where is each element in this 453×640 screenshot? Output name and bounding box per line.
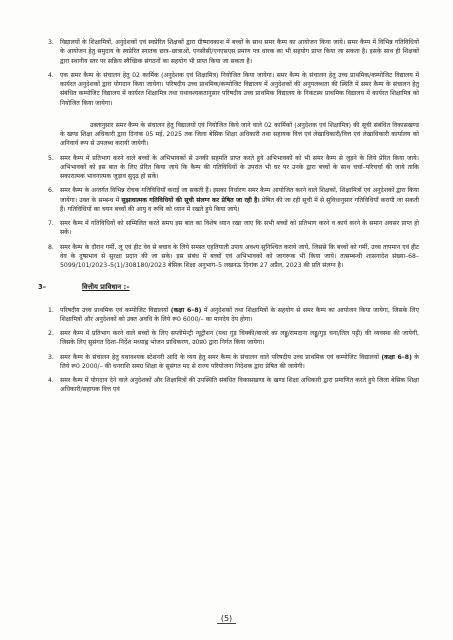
section-heading	[38, 283, 419, 292]
list-item	[38, 154, 419, 182]
item-number: 3.	[48, 39, 54, 46]
list-item	[38, 219, 419, 238]
body-paragraph: उक्तानुसार समर कैम्प के संचालन हेतु विद्यालयों एवं नियोजित किये जाने वाले 02 कार्मिकों (अनुदेशक एवं शिक्षामित्र) की सूची संबंधित विकासखण्ड के खण्ड शिक्षा अधिकारी द्वारा दिनांक 05 मई, 2025 तक जिला बेसिक शिक्षा अधिकारी तथा सहायक वित्त एवं लेखाधिकारी/वित्त एवं लेखाधिकारी कार्यालय को अनिवार्य रूप से उपलब्ध करायी जायेगी।	[60, 121, 419, 148]
item-text: एक समर कैम्प के संचालन हेतु 02 कार्मिक (अनुदेशक एवं शिक्षामित्र) नियोजित किया जायेगा। समर कैम्प के संचालन हेतु उच्च प्राथमिक/कम्पोजिट विद्यालय में कार्यरत अनुदेशकों द्वारा योगदान किया जायेगा। परिषदीय उच्च प्राथमिक/कम्पोजिट विद्यालय में अनुदेशकों की अनुपलब्धता की स्थिति में समर कैम्प के संचालन हेतु संबंधित कम्पोजिट विद्यालय में कार्यरत शिक्षामित्र तथा यथावश्यकतानुसार परिषदीय उच्च प्राथमिक विद्यालय के निकटस्थ प्राथमिक विद्यालय में कार्यरत शिक्षामित्र को नियोजित किया जायेगा।	[60, 71, 419, 107]
list-item	[38, 243, 419, 271]
item-number: 1.	[48, 306, 54, 314]
item-text: समर कैम्प में प्रतिभाग करने वाले बच्चों के अभिभावकों से उनकी सहमति प्राप्त करते हुये अभिभावकों को भी समर कैम्प से जुड़ने के लिये प्रेरित किया जाये। अभिभावकों को इस बात के लिए प्रेरित किया जाये कि कैम्प की गतिविधियों के उपरांत भी घर पर उनके द्वारा बच्चों के साथ चर्चा–परिचर्चा की जाये ताकि सकारात्मक भावनात्मक जुड़ाव सुदृढ़ हो सकें।	[60, 154, 419, 180]
list-item	[38, 186, 419, 214]
list-item	[38, 38, 419, 66]
item-text: समर कैम्प में योगदान देने वाले अनुदेशकों और शिक्षामित्रों की उपस्थिति संबंधित विकासखण्ड के खण्ड शिक्षा अधिकारी द्वारा प्रमाणित करते हुये जिला बेसिक शिक्षा अधिकारी/सहायक वित्त एवं	[60, 377, 419, 394]
list-item	[38, 353, 419, 372]
item-text	[60, 306, 419, 325]
item-text-part: प्रेषित की जा रही सूची में से सुविधानुसार गतिविधियाँ करायी जा सकती हैं। गतिविधियों का चयन बच्चों की आयु व रूचि को ध्यान में रखते हुये किया जाये।	[60, 196, 420, 213]
list-item	[38, 376, 419, 395]
item-number: 4.	[48, 377, 54, 384]
class-range: (कक्षा 6–8)	[170, 306, 202, 314]
item-number: 8.	[48, 243, 54, 251]
item-text-part: परिषदीय उच्च प्राथमिक एवं कम्पोजिट विद्यालयों	[60, 306, 171, 314]
section-title: वित्तीय प्राविधान :–	[82, 283, 130, 292]
item-number: 7.	[48, 220, 54, 227]
item-text-part: समर कैम्प के संचालन हेतु यथावश्यक स्टेशनरी आदि के व्यय हेतु समर कैम्प के संचालन वाले परिषदीय उच्च प्राथमिक एवं कम्पोजिट विद्यालयों	[60, 353, 382, 361]
item-text-part: के लिये रू0 2000/– की धनराशि समग्र शिक्षा के सुसंगत मद से राज्य परियोजना निदेशक द्वारा प्रेषित की जायेगी।	[60, 353, 419, 370]
item-text	[60, 186, 419, 214]
item-text-part: समर कैम्प के अन्तर्गत विभिन्न रोचक गतिविधियाँ कराई जा सकती हैं। इसका निर्धारण समर कैम्प आयोजित करने वाले शिक्षकों, शिक्षामित्रों एवं अनुदेशकों द्वारा किया जायेगा। उक्त के सम्बन्ध में	[60, 187, 419, 204]
page-footer	[0, 614, 453, 623]
item-number: 2.	[48, 330, 54, 337]
list-item	[38, 71, 419, 108]
page-number: (5)	[217, 614, 236, 624]
item-number: 5.	[48, 154, 54, 162]
class-range: (कक्षा 6–8)	[381, 353, 412, 361]
activity-list-notice: सुझावात्मक गतिविधियों की सूची संलग्न कर प्रेषित जा रही है।	[121, 196, 260, 204]
list-item	[38, 306, 419, 325]
item-number: 4.	[48, 71, 54, 79]
item-text: विद्यालयों के शिक्षामित्रों, अनुदेशकों एवं स्वप्रेरित शिक्षकों द्वारा ग्रीष्मावकाश में बच्चों के साथ समर कैम्प का आयोजन किया जाये। समर कैम्प में विभिन्न गतिविधियों के आयोजन हेतु समुदाय के स्वप्रेरित स्नातक छात्र–छात्राओं, एनसीसी/एनएसएस प्रमाण पत्र धारक का भी सहयोग प्राप्त किया जा सकता है। इसके साथ ही शिक्षकों द्वारा स्थानीय स्तर पर सक्रिय स्वैच्छिक संगठनों का सहयोग भी प्राप्त किया जा सकता है।	[60, 39, 419, 65]
item-number: 6.	[48, 187, 54, 195]
item-number: 3.	[48, 353, 54, 361]
section-number: 3–	[38, 283, 47, 292]
item-text-part: में अनुदेशकों तथा शिक्षामित्रों के सहयोग से समर कैम्प का आयोजन किया जायेगा, जिसके लिए शिक्षामित्रों और अनुदेशकों को उक्त अवधि के लिये रू0 6000/– का मानदेय देय होगा।	[60, 306, 419, 323]
item-text: समर कैम्प के दौरान गर्मी, लू एवं हीट वेव से बचाव के लिये समस्त एहतियाती उपाय अवश्य सुनिश्चित कराये जायें, जिससे कि बच्चों को गर्मी, उच्च तापमान एवं हीट वेव के दुष्प्रभाव से सुरक्षा प्रदान की जा सके। इस संबंध में बच्चों एवं अभिभावकों को जागरूक भी किया जाये। तत्सम्बन्धी शासनादेश संख्या–68–5099/101/2023–5(1)/308180/2023 बेसिक शिक्षा अनुभाग–5 लखनऊ दिनांक 27 अप्रैल, 2023 की प्रति संलग्न है।	[60, 243, 419, 269]
item-text: समर कैम्प में प्रतिभाग करने वाले बच्चों के लिए सप्लीमेन्ट्री न्यूट्रीशन (यथा गुड़ चिक्की/बाजरे का लड्डू/रामदाना लड्डू/गुड़ चना/तिल पट्टी) की व्यवस्था की जायेगी, जिसके लिए सुसंगत दिशा–निर्देश मध्याह्न भोजन प्राधिकरण, उ0प्र0 द्वारा निर्गत किया जायेगा।	[60, 330, 419, 347]
item-text: समर कैम्प में गतिविधियों को सम्मिलित करते समय इस बात का विशेष ध्यान रखा जाए कि सभी बच्चों को प्रतिभाग करने व कार्य करने के समान अवसर प्राप्त हो सकें।	[60, 220, 419, 237]
item-text	[60, 353, 419, 372]
list-item	[38, 329, 419, 348]
